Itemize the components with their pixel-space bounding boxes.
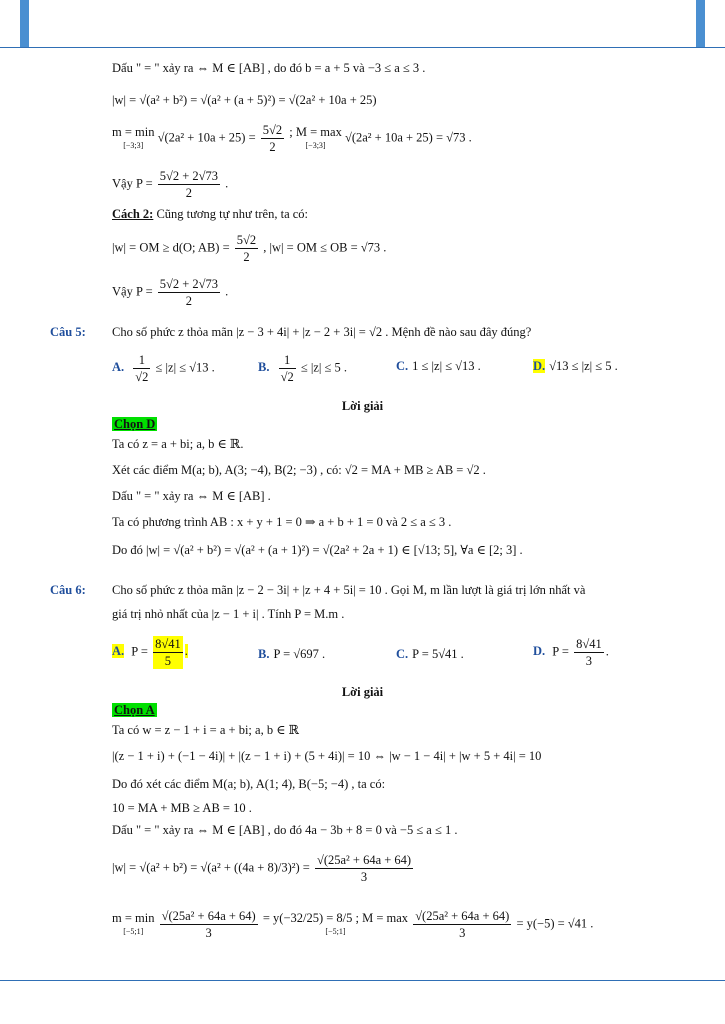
q6-solution-line-3: Do đó xét các điểm M(a; b), A(1; 4), B(−5; −4) , ta có: (112, 777, 386, 791)
question-5-label: Câu 5: (50, 325, 86, 339)
max-range: [−5;1] (325, 926, 346, 936)
q5-solution-line-4: Ta có phương trình AB : x + y + 1 = 0 ⇒ a + b + 1 = 0 và 2 ≤ a ≤ 3 . (112, 515, 452, 529)
cach2-line: Cách 2: Cũng tương tự như trên, ta có: (112, 207, 309, 221)
max-operator: = y(−32/25) = 8/5 ; M = max (262, 910, 409, 925)
cach2-label: Cách 2: (112, 207, 154, 221)
q6-option-d[interactable]: D. P = $\frac{8√41}{3}$ . (533, 637, 609, 668)
q6-solution-line-4: 10 = MA + MB ≥ AB = 10 . (112, 801, 252, 815)
sol4-line-3 (112, 122, 472, 155)
fraction: $\frac{\text{√(25a² + 64a + 64)}}{3}$ (161, 909, 256, 940)
header-rule (0, 47, 725, 48)
question-6-text-1: Cho số phức z thỏa mãn |z − 2 − 3i| + |z + 4 + 5i| = 10 . Gọi M, m lần lượt là giá trị lớn nhất và (112, 583, 586, 597)
sol4-line-2: |w| = √(a² + b²) = √(a² + (a + 5)²) = √(2a² + 10a + 25) (112, 93, 377, 107)
header-tab-left (20, 0, 29, 47)
min-operator: m = min (112, 124, 155, 139)
question-5-text: Cho số phức z thỏa mãn |z − 3 + 4i| + |z − 2 + 3i| = √2 . Mệnh đề nào sau đây đúng? (112, 325, 532, 339)
q6-solution-line-5: Dấu " = " xảy ra ⇔ M ∈ [AB] , do đó 4a − 3b + 8 = 0 và −5 ≤ a ≤ 1 . (112, 823, 458, 837)
sol4-line-1: Dấu " = " xảy ra ⇔ M ∈ [AB] , do đó b = a + 5 và −3 ≤ a ≤ 3 . (112, 61, 426, 75)
q5-solution-line-2: Xét các điểm M(a; b), A(3; −4), B(2; −3) , có: √2 = MA + MB ≥ AB = √2 . (112, 463, 486, 477)
q5-solution-line-5: Do đó |w| = √(a² + b²) = √(a² + (a + 1)²) = √(2a² + 2a + 1) ∈ [√13; 5], ∀a ∈ [2; 3] . (112, 543, 523, 557)
q6-option-b[interactable]: B. P = √697 . (258, 647, 326, 661)
q5-option-c[interactable]: C. 1 ≤ |z| ≤ √13 . (396, 359, 481, 373)
fraction: $\frac{5√2}{2}$ (262, 123, 283, 154)
question-6-text-2: giá trị nhỏ nhất của |z − 1 + i| . Tính P = M.m . (112, 607, 345, 621)
min-range: [−3;3] (123, 140, 144, 150)
q6-solution-line-6: |w| = √(a² + b²) = √(a² + ((4a + 8)/3)²) = $\frac{\text{√(25a² + 64a + 64)}}{3}$ (112, 853, 412, 884)
fraction: $\frac{\text{√(25a² + 64a + 64)}}{3}$ (316, 853, 412, 884)
q5-chosen-answer: Chọn D (114, 417, 156, 431)
fraction: $\frac{5√2}{2}$ (236, 233, 257, 264)
q5-option-d[interactable]: D. √13 ≤ |z| ≤ 5 . (533, 359, 618, 373)
sol4-expr-1: √(2a² + 10a + 25) = (157, 130, 256, 145)
max-operator: ; M = max (289, 124, 342, 139)
q6-solution-line-2: |(z − 1 + i) + (−1 − 4i)| + |(z − 1 + i) + (5 + 4i)| = 10 ⇔ |w − 1 − 4i| + |w + 5 + 4i| = 10 (112, 749, 542, 763)
q5-solution-line-1: Ta có z = a + bi; a, b ∈ ℝ. (112, 437, 244, 451)
q5-option-a[interactable]: A. $\frac{1}{√2}$ ≤ |z| ≤ √13 . (112, 353, 215, 384)
max-range: [−3;3] (305, 140, 326, 150)
fraction: $\frac{5√2 + 2√73}{2}$ (159, 277, 219, 308)
q6-option-a[interactable]: A. P = $\frac{8√41}{5}$ . (112, 637, 188, 668)
question-6-label: Câu 6: (50, 583, 86, 597)
q6-chosen-answer: Chọn A (114, 703, 155, 717)
q6-solution-title: Lời giải (341, 685, 384, 699)
sol4-line-7: Vậy P = $\frac{5√2 + 2√73}{2}$ . (112, 277, 229, 308)
q6-solution-line-7: m = min [−5;1] $\frac{\text{√(25a² + 64a + 64)}}{3}$ = y(−32/25) = 8/5 ; M = max [−5;1] $\frac{\text{√(25a² + 64a + 64)}}{3}$ = y(−5) = √41 . (112, 909, 594, 940)
fraction: $\frac{5√2 + 2√73}{2}$ (159, 169, 219, 200)
min-operator: m = min (112, 910, 155, 925)
sol4-expr-2: √(2a² + 10a + 25) = √73 . (344, 130, 472, 145)
q6-option-c[interactable]: C. P = 5√41 . (396, 647, 464, 661)
q5-solution-title: Lời giải (341, 399, 384, 413)
sol4-line-6: |w| = OM ≥ d(O; AB) = $\frac{5√2}{2}$ , |w| = OM ≤ OB = √73 . (112, 233, 387, 264)
q5-option-b[interactable]: B. $\frac{1}{√2}$ ≤ |z| ≤ 5 . (258, 353, 347, 384)
header-tab-right (696, 0, 705, 47)
q5-solution-line-3: Dấu " = " xảy ra ⇔ M ∈ [AB] . (112, 489, 271, 503)
fraction: $\frac{\text{√(25a² + 64a + 64)}}{3}$ (415, 909, 510, 940)
min-range: [−5;1] (123, 926, 144, 936)
sol4-line-4: Vậy P = $\frac{5√2 + 2√73}{2}$ . (112, 169, 229, 200)
q6-solution-line-1: Ta có w = z − 1 + i = a + bi; a, b ∈ ℝ (112, 723, 299, 737)
footer-rule (0, 980, 725, 981)
